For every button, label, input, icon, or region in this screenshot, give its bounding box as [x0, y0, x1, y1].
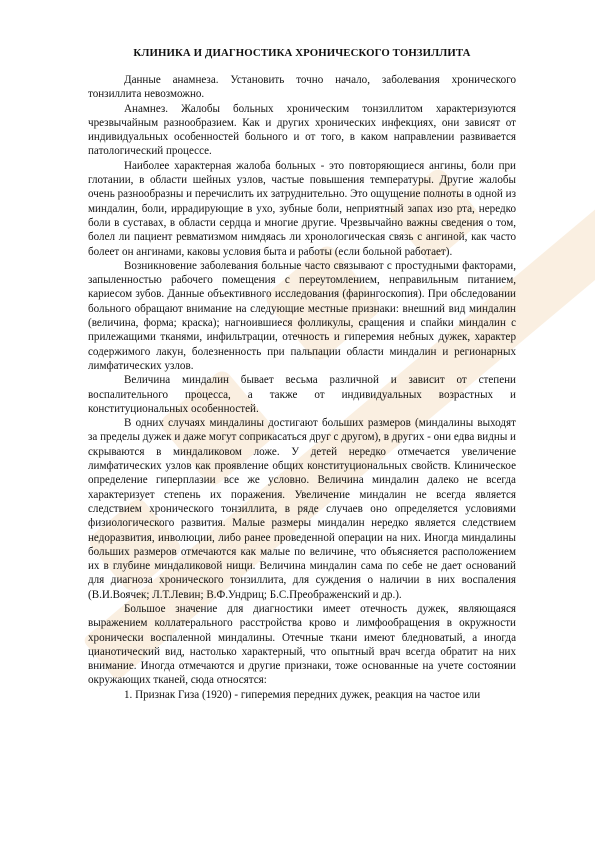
paragraph-typical-complaints: Наиболее характерная жалоба больных - это повторяющиеся ангины, боли при глотании, в области шейных узлов, частые повышения температуры. Другие жалобы очень разнообразны и перечислить их затруднительно. Это ощущение полноты в одной из миндалин, боли, иррадирующие в ухо, зубные боли, неприятный запах изо рта, нередко боли в суставах, в области сердца и многие другие. Чрезвычайно важны сведения о том, болел ли пациент ревматизмом нимдяась ли хронологическая связь с ангиной, как часто болеет он ангинами, каковы условия быта и работы (если больной работает).	[88, 159, 516, 258]
paragraph-giese-sign: 1. Признак Гиза (1920) - гиперемия передних дужек, реакция на частое или	[124, 688, 481, 701]
paragraph-onset-factors: Возникновение заболевания больные часто связывают с простудными факторами, запыленностью рабочего помещения с переутомлением, неправильным питанием, кариесом зубов. Данные объективного исследования (фарингоскопия). При обследовании больного обращают внимание на следующие местные признаки: внешний вид миндалин (величина, форма; краска); нагноившиеся фолликулы, сращения и спайки миндалин с прилежащими тканями, инфильтрации, отечность и гиперемия небных дужек, характер содержимого лакун, болезненность при пальпации области миндалин и регионарных лимфатических узлов.	[88, 259, 516, 372]
paragraph-anamnesis-complaints: Анамнез. Жалобы больных хроническим тонзиллитом характеризуются чрезвычайным разнообразием. Как и других хронических инфекциях, они зависят от индивидуальных особенностей больного и от того, в каком направлении развивается патологический процессе.	[88, 102, 516, 158]
paragraph-tonsil-size: Величина миндалин бывает весьма различной и зависит от степени воспалительного процесса, а также от индивидуальных возрастных и конституциональных особенностей.	[88, 374, 516, 415]
document-title: КЛИНИКА И ДИАГНОСТИКА ХРОНИЧЕСКОГО ТОНЗИЛЛИТА	[133, 47, 471, 59]
document-body	[88, 47, 516, 702]
paragraph-arch-edema: Большое значение для диагностики имеет отечность дужек, являющаяся выражением коллатерального расстройства крово и лимфообращения в окружности хронически воспаленной миндалины. Отечные ткани имеют бледноватый, а иногда цианотический вид, настолько характерный, что опытный врач всегда обратит на них внимание. Иногда отмечаются и другие признаки, тоже основанные на учете состоянии окружающих тканей, сюда относятся:	[88, 602, 516, 687]
paragraph-anamnesis-data: Данные анамнеза. Установить точно начало, заболевания хронического тонзиллита невозможно.	[88, 74, 516, 101]
paragraph-size-cases: В одних случаях миндалины достигают больших размеров (миндалины выходят за пределы дужек и даже могут соприкасаться друг с другом), в других - они едва видны и скрываются в миндаликовом ложе. У детей нередко отмечается увеличение лимфатических узлов как проявление общих конституциональных свойств. Клиническое определение гиперплазии все же условно. Величина миндалин далеко не всегда характеризует степень их поражения. Увеличение миндалин не всегда является следствием хронического тонзиллита, в ряде случаев оно определяется условиями физиологического развития. Малые размеры миндалин нередко является следствием недоразвития, инволюции, либо ранее проведенной операции на них. Иногда миндалины больших размеров отмечаются как малые по величине, что объясняется расположением их в глубине миндаликовой нищи. Величина миндалин сама по себе не дает оснований для диагноза хронического тонзиллита, для суждения о наличии в них воспаления (В.И.Воячек; Л.Т.Левин; В.Ф.Ундриц; Б.С.Преображенский и др.).	[88, 417, 516, 601]
